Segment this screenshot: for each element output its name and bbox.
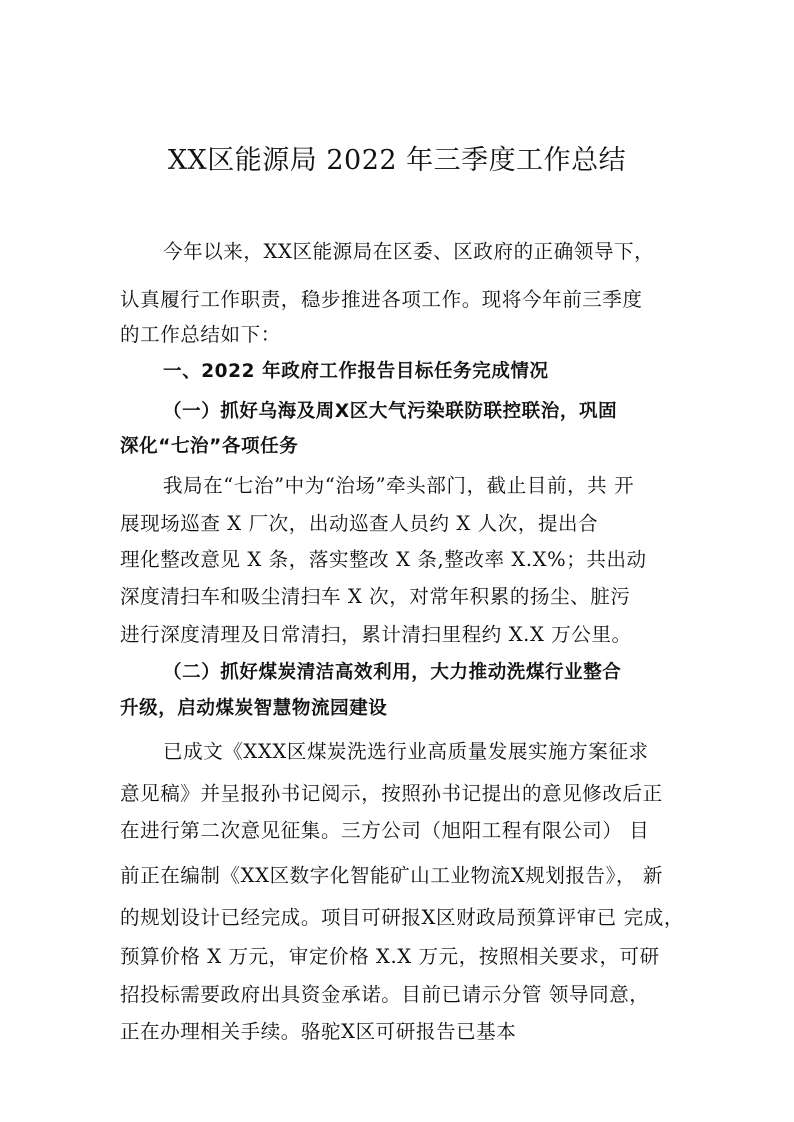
subsection-heading: 升级，启动煤炭智慧物流园建设: [120, 698, 388, 719]
paragraph-line: 前正在编制《XX区数字化智能矿山工业物流X规划报告》， 新: [120, 864, 663, 887]
paragraph-line: 的规划设计已经完成。项目可研报X区财政局预算评审已 完成，: [120, 906, 684, 929]
paragraph-line: 招投标需要政府出具资金承诺。目前已请示分管 领导同意，: [120, 983, 650, 1006]
paragraph-line: 预算价格 X 万元，审定价格 X.X 万元，按照相关要求，可研: [120, 945, 660, 968]
paragraph-line: 深度清扫车和吸尘清扫车 X 次，对常年积累的扬尘、脏污: [120, 585, 631, 608]
subsection-heading: （二）抓好煤炭清洁高效利用，大力推动洗煤行业整合: [163, 662, 622, 683]
paragraph-line: 正在办理相关手续。骆驼X区可研报告已基本: [120, 1020, 517, 1043]
subsection-heading: （一）抓好乌海及周X区大气污染联防联控联治，巩固: [163, 401, 618, 422]
paragraph-line: 今年以来，XX区能源局在区委、区政府的正确领导下，: [163, 240, 655, 263]
paragraph-line: 已成文《XXX区煤炭洗选行业高质量发展实施方案征求: [163, 740, 649, 763]
paragraph-line: 进行深度清理及日常清扫，累计清扫里程约 X.X 万公里。: [120, 623, 632, 646]
paragraph-line: 在进行第二次意见征集。三方公司（旭阳工程有限公司） 目: [120, 819, 650, 842]
paragraph-line: 我局在“七治”中为“治场”牵头部门，截止目前，共 开: [163, 474, 635, 497]
paragraph-line: 意见稿》并呈报孙书记阅示，按照孙书记提出的意见修改后正: [120, 782, 663, 805]
document-title: XX区能源局 2022 年三季度工作总结: [167, 145, 627, 176]
paragraph-line: 认真履行工作职责，稳步推进各项工作。现将今年前三季度: [120, 288, 643, 311]
section-heading: 一、2022 年政府工作报告目标任务完成情况: [163, 361, 549, 382]
subsection-heading: 深化“七治”各项任务: [120, 436, 299, 457]
paragraph-line: 展现场巡查 X 厂次，出动巡查人员约 X 人次，提出合: [120, 512, 599, 535]
paragraph-line: 理化整改意见 X 条，落实整改 X 条,整改率 X.X%；共出动: [120, 548, 647, 571]
paragraph-line: 的工作总结如下：: [120, 323, 281, 346]
